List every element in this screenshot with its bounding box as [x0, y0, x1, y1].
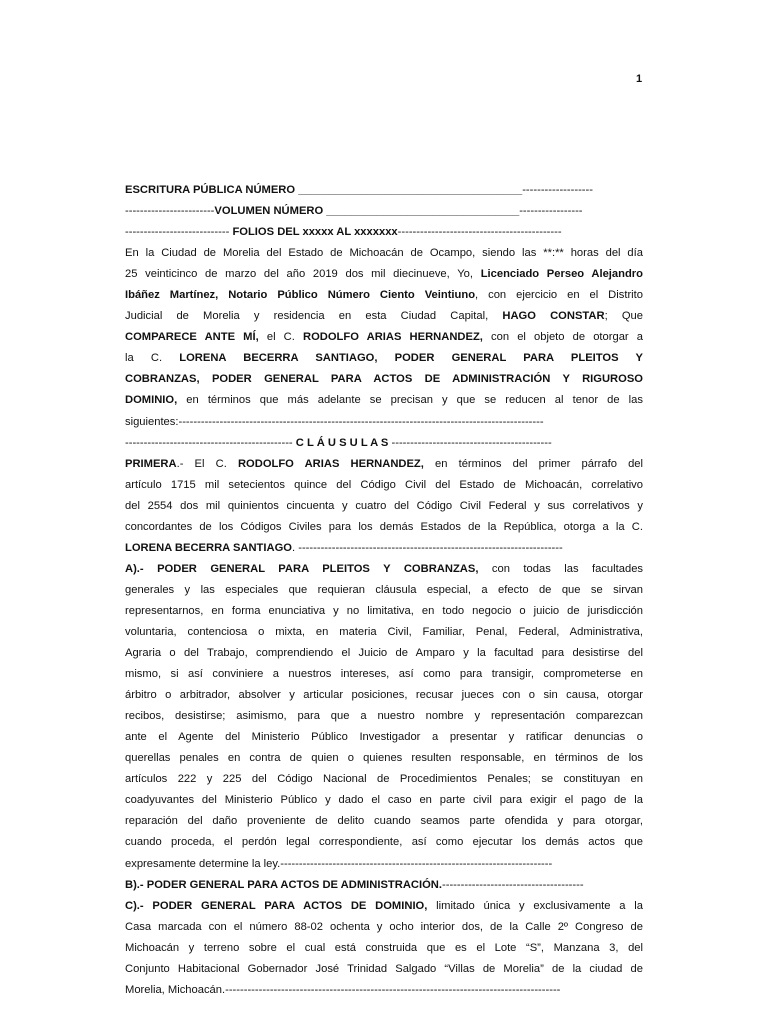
- text-run: ----------------------------: [125, 226, 233, 239]
- document-line: [125, 496, 643, 517]
- text-run: . -----------------------------------------------------------------------: [292, 541, 563, 554]
- text-run: expresamente determine la ley.-------------------------------------------------------------------------: [125, 857, 553, 870]
- text-run: --------------------------------------: [442, 878, 584, 891]
- text-run: limitado única y exclusivamente a la: [427, 899, 643, 912]
- text-run: ante el Agente del Ministerio Público Investigador a presentar y ratificar denuncias o: [125, 731, 643, 744]
- text-run: en términos que más adelante se precisan y que se reducen al tenor de las: [177, 394, 643, 407]
- text-run: mismo, si así conviniere a nuestros intereses, así como para transigir, comprometerse en: [125, 668, 643, 681]
- document-line: [125, 559, 643, 580]
- bold-text: HAGO CONSTAR: [502, 310, 605, 323]
- text-run: representarnos, en forma enunciativa y no limitativa, en todo negocio o juicio de jurisdicción: [125, 604, 643, 617]
- bold-text: LORENA BECERRA SANTIAGO, PODER GENERAL PARA PLEITOS Y: [179, 352, 643, 365]
- document-line: [125, 433, 643, 454]
- document-line: [125, 517, 643, 538]
- text-run: Agraria o del Trabajo, comprendiendo el Juicio de Amparo y la facultad para desistirse del: [125, 647, 643, 660]
- text-run: concordantes de los Códigos Civiles para los demás Estados de la República, otorga a la C.: [125, 520, 643, 533]
- text-run: siguientes:--------------------------------------------------------------------------------------------------: [125, 415, 544, 428]
- text-run: Casa marcada con el número 88-02 ochenta y ocho interior dos, de la Calle 2º Congreso de: [125, 920, 643, 933]
- document-line: [125, 811, 643, 832]
- document-line: [125, 327, 643, 348]
- text-run: querellas penales en contra de quien o quienes resulten responsable, en términos de los: [125, 752, 643, 765]
- bold-text: PRIMERA: [125, 457, 177, 470]
- document-line: [125, 538, 643, 559]
- document-line: [125, 896, 643, 917]
- bold-text: RODOLFO ARIAS HERNANDEZ,: [302, 331, 483, 344]
- text-run: recibos, desistirse; asimismo, para que a nuestro nombre y representación comparezcan: [125, 710, 643, 723]
- text-run: artículos 222 y 225 del Código Nacional de Procedimientos Penales; se constituyan en: [125, 773, 643, 786]
- document-line: [125, 706, 643, 727]
- bold-text: DOMINIO,: [125, 394, 178, 407]
- document-line: [125, 854, 643, 875]
- text-run: 25 veinticinco de marzo del año 2019 dos mil diecinueve, Yo,: [125, 268, 481, 281]
- bold-text: ESCRITURA PÚBLICA NÚMERO ____________________________________: [125, 184, 523, 196]
- text-run: cuando proceda, el perdón legal correspondiente, así como ejecutar los demás actos que: [125, 836, 643, 849]
- document-line: [125, 475, 643, 496]
- document-line: [125, 369, 643, 390]
- text-run: generales y las especiales que requieran cláusula especial, a efecto de que se sirvan: [125, 583, 643, 596]
- text-run: Michoacán y terreno sobre el cual está construida que es el Lote “S”, Manzana 3, del: [125, 941, 643, 954]
- document-line: [125, 622, 643, 643]
- text-run: -------------------: [522, 184, 593, 196]
- text-run: ; Que: [604, 310, 643, 323]
- bold-text: COBRANZAS, PODER GENERAL PARA ACTOS DE ADMINISTRACIÓN Y RIGUROSO: [125, 373, 643, 386]
- document-line: [125, 959, 643, 980]
- document-line: [125, 980, 643, 1001]
- document-line: [125, 454, 643, 475]
- document-line: [125, 685, 643, 706]
- document-line: [125, 264, 643, 285]
- text-run: la C.: [125, 352, 180, 365]
- text-run: ------------------------: [125, 205, 215, 218]
- text-run: reparación del daño proveniente de delito cuando seamos parte ofendida y para otorgar,: [125, 815, 643, 828]
- document-line: [125, 201, 643, 222]
- text-run: en términos del primer párrafo del: [423, 457, 643, 470]
- document-line: [125, 748, 643, 769]
- document-line: [125, 285, 643, 306]
- text-run: Conjunto Habitacional Gobernador José Trinidad Salgado “Villas de Morelia” de la ciudad de: [125, 962, 643, 975]
- document-line: [125, 601, 643, 622]
- document-line: [125, 875, 643, 896]
- text-run: voluntaria, contenciosa o mixta, en materia Civil, Familiar, Penal, Federal, Administrativa,: [125, 625, 643, 638]
- bold-text: COMPARECE ANTE MÍ,: [125, 331, 259, 344]
- document-line: [125, 180, 643, 201]
- document-line: [125, 727, 643, 748]
- text-run: del 2554 dos mil quinientos cincuenta y cuatro del Código Civil Federal y sus correlativos y: [125, 499, 643, 512]
- text-run: ---------------------------------------------: [125, 436, 296, 449]
- text-run: Morelia, Michoacán.------------------------------------------------------------------------------------------: [125, 983, 561, 996]
- document-line: [125, 243, 643, 264]
- text-run: , con ejercicio en el Distrito: [475, 289, 643, 302]
- text-run: -----------------: [519, 205, 583, 218]
- bold-text: C L Á U S U L A S: [295, 436, 389, 449]
- document-line: [125, 790, 643, 811]
- document-line: [125, 222, 643, 243]
- page-number: 1: [636, 73, 643, 85]
- text-run: con el objeto de otorgar a: [482, 331, 643, 344]
- bold-text: LORENA BECERRA SANTIAGO: [125, 541, 292, 554]
- document-body: [125, 180, 643, 1001]
- bold-text: B).- PODER GENERAL PARA ACTOS DE ADMINISTRACIÓN.: [125, 878, 442, 891]
- bold-text: VOLUMEN NÚMERO _______________________________: [214, 205, 520, 218]
- text-run: el C.: [258, 331, 303, 344]
- bold-text: C).- PODER GENERAL PARA ACTOS DE DOMINIO,: [125, 899, 428, 912]
- text-run: con todas las facultades: [478, 562, 643, 575]
- bold-text: Licenciado Perseo Alejandro: [480, 268, 643, 281]
- text-run: coadyuvantes del Ministerio Público y dado el caso en parte civil para exigir el pago de la: [125, 794, 643, 807]
- document-line: [125, 917, 643, 938]
- text-run: árbitro o arbitrador, absolver y articular posiciones, recusar jueces con o sin causa, otorgar: [125, 689, 643, 702]
- bold-text: Ibáñez Martínez, Notario Público Número Ciento Veintiuno: [125, 289, 476, 302]
- text-run: Judicial de Morelia y residencia en esta Ciudad Capital,: [125, 310, 503, 323]
- text-run: -------------------------------------------: [388, 436, 552, 449]
- document-line: [125, 306, 643, 327]
- document-line: [125, 580, 643, 601]
- bold-text: RODOLFO ARIAS HERNANDEZ,: [237, 457, 424, 470]
- document-line: [125, 412, 643, 433]
- document-line: [125, 390, 643, 411]
- document-line: [125, 348, 643, 369]
- document-line: [125, 832, 643, 853]
- bold-text: FOLIOS DEL xxxxx AL xxxxxxx: [232, 226, 398, 239]
- document-line: [125, 769, 643, 790]
- text-run: --------------------------------------------: [397, 226, 562, 239]
- document-line: [125, 664, 643, 685]
- document-line: [125, 938, 643, 959]
- text-run: artículo 1715 mil setecientos quince del Código Civil del Estado de Michoacán, correlativo: [125, 478, 643, 491]
- text-run: En la Ciudad de Morelia del Estado de Michoacán de Ocampo, siendo las **:** horas del día: [125, 247, 643, 260]
- text-run: .- El C.: [176, 457, 238, 470]
- document-line: [125, 643, 643, 664]
- bold-text: A).- PODER GENERAL PARA PLEITOS Y COBRANZAS,: [125, 562, 479, 575]
